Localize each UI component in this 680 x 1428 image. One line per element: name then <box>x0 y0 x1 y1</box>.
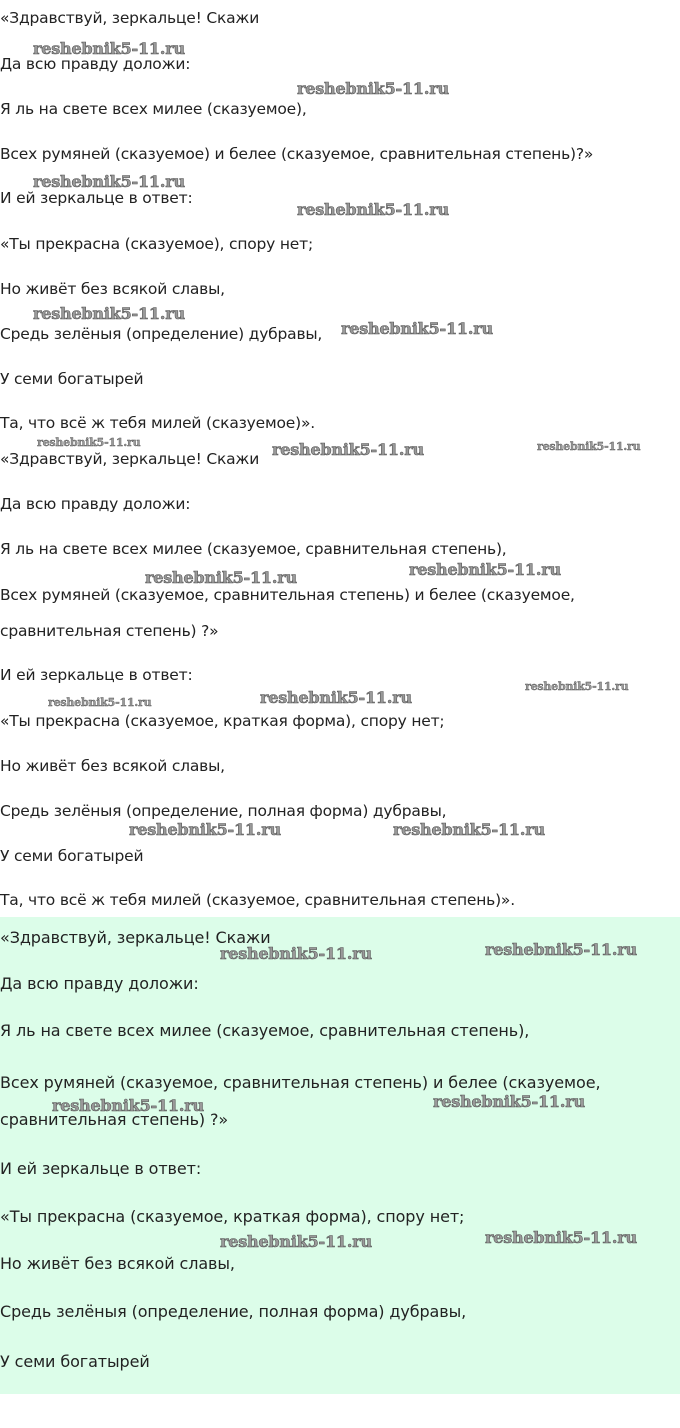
poem-line: Я ль на свете всех милее (сказуемое, сравнительная степень), <box>0 1021 530 1040</box>
watermark-text: reshebnik5-11.ru <box>297 79 449 98</box>
watermark-text: reshebnik5-11.ru <box>485 1228 637 1247</box>
poem-line: «Ты прекрасна (сказуемое, краткая форма), спору нет; <box>0 712 445 730</box>
poem-line: Но живёт без всякой славы, <box>0 757 225 775</box>
watermark-text: reshebnik5-11.ru <box>409 560 561 579</box>
poem-line: У семи богатырей <box>0 847 144 865</box>
watermark-text: reshebnik5-11.ru <box>33 172 185 191</box>
poem-line: «Ты прекрасна (сказуемое), спору нет; <box>0 235 313 253</box>
poem-line: И ей зеркальце в ответ: <box>0 666 193 684</box>
watermark-text: reshebnik5-11.ru <box>33 304 185 323</box>
watermark-text: reshebnik5-11.ru <box>537 440 641 453</box>
poem-line: Я ль на свете всех милее (сказуемое, сравнительная степень), <box>0 540 507 558</box>
poem-section-3-highlighted <box>0 917 680 1394</box>
poem-line: «Здравствуй, зеркальце! Скажи <box>0 9 260 27</box>
poem-line: Всех румяней (сказуемое, сравнительная степень) и белее (сказуемое, <box>0 1073 601 1092</box>
poem-line: Но живёт без всякой славы, <box>0 280 225 298</box>
poem-line: У семи богатырей <box>0 1352 150 1371</box>
poem-line: «Ты прекрасна (сказуемое, краткая форма), спору нет; <box>0 1207 465 1226</box>
watermark-text: reshebnik5-11.ru <box>52 1096 204 1115</box>
poem-line: Я ль на свете всех милее (сказуемое), <box>0 100 307 118</box>
watermark-text: reshebnik5-11.ru <box>297 200 449 219</box>
poem-line: Та, что всё ж тебя милей (сказуемое)». <box>0 414 315 432</box>
poem-line: Всех румяней (сказуемое, сравнительная степень) и белее (сказуемое, <box>0 586 575 604</box>
watermark-text: reshebnik5-11.ru <box>433 1092 585 1111</box>
poem-line: «Здравствуй, зеркальце! Скажи <box>0 928 271 947</box>
poem-line: Да всю правду доложи: <box>0 55 191 73</box>
poem-line: И ей зеркальце в ответ: <box>0 1159 202 1178</box>
watermark-text: reshebnik5-11.ru <box>33 39 185 58</box>
watermark-text: reshebnik5-11.ru <box>260 688 412 707</box>
watermark-text: reshebnik5-11.ru <box>525 680 629 693</box>
poem-line: Да всю правду доложи: <box>0 974 199 993</box>
watermark-text: reshebnik5-11.ru <box>485 940 637 959</box>
watermark-text: reshebnik5-11.ru <box>129 820 281 839</box>
watermark-text: reshebnik5-11.ru <box>341 319 493 338</box>
poem-line: сравнительная степень) ?» <box>0 622 219 640</box>
watermark-text: reshebnik5-11.ru <box>393 820 545 839</box>
poem-line: Та, что всё ж тебя милей (сказуемое, сравнительная степень)». <box>0 891 515 909</box>
poem-line: Средь зелёныя (определение) дубравы, <box>0 325 323 343</box>
poem-line: сравнительная степень) ?» <box>0 1110 229 1129</box>
watermark-text: reshebnik5-11.ru <box>48 696 152 709</box>
poem-line: И ей зеркальце в ответ: <box>0 189 193 207</box>
poem-line: Но живёт без всякой славы, <box>0 1254 235 1273</box>
poem-line: Средь зелёныя (определение, полная форма) дубравы, <box>0 1302 467 1321</box>
poem-line: Средь зелёныя (определение, полная форма) дубравы, <box>0 802 447 820</box>
watermark-text: reshebnik5-11.ru <box>220 1232 372 1251</box>
watermark-text: reshebnik5-11.ru <box>145 568 297 587</box>
poem-line: Да всю правду доложи: <box>0 495 191 513</box>
watermark-text: reshebnik5-11.ru <box>220 944 372 963</box>
watermark-text: reshebnik5-11.ru <box>37 436 141 449</box>
poem-line: Всех румяней (сказуемое) и белее (сказуемое, сравнительная степень)?» <box>0 145 594 163</box>
poem-line: У семи богатырей <box>0 370 144 388</box>
poem-line: «Здравствуй, зеркальце! Скажи <box>0 450 260 468</box>
watermark-text: reshebnik5-11.ru <box>272 440 424 459</box>
